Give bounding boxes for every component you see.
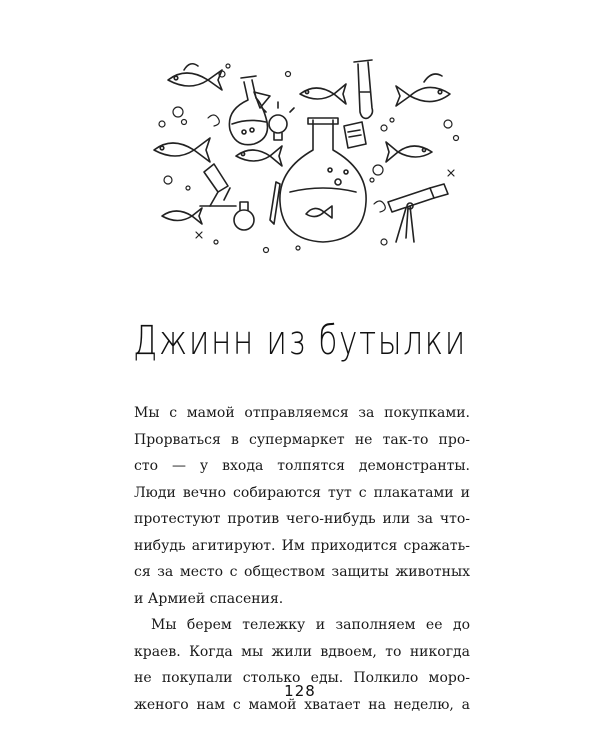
fish-icon <box>300 84 346 104</box>
chapter-illustration <box>148 52 464 262</box>
pencil-icon <box>270 182 280 224</box>
bottle-icon <box>234 202 254 230</box>
text-line: Мы берем тележку и заполняем ее до <box>151 617 470 633</box>
fish-icon <box>154 138 210 162</box>
fish-icon <box>162 208 202 224</box>
telescope-icon <box>388 184 448 242</box>
microscope-icon <box>200 164 236 206</box>
fish-icon <box>386 142 432 162</box>
chapter-title: Джинн из бутылки <box>133 318 467 364</box>
test-tube-icon <box>354 60 373 118</box>
text-line: протестуют против чего-нибудь или за что- <box>134 511 470 527</box>
text-line: женого нам с мамой хватает на неделю, а <box>134 696 470 713</box>
fish-icon <box>168 64 222 90</box>
text-line: ся за место с обществом защиты животных <box>134 564 470 580</box>
fish-icon <box>236 146 282 166</box>
text-line: сто — у входа толпятся демонстранты. <box>134 458 470 474</box>
text-line: и Армией спасения. <box>134 590 284 607</box>
text-line: Мы с мамой отправляемся за покупками. <box>134 405 470 421</box>
page-number: 128 <box>284 682 316 700</box>
text-line: не покупали столько еды. Полкило моро- <box>134 670 470 686</box>
text-line: нибудь агитируют. Им приходится сражать- <box>134 537 470 554</box>
body-text <box>134 400 470 718</box>
triangle-icon <box>254 92 270 108</box>
round-flask-icon <box>229 76 267 145</box>
note-icon <box>344 122 366 148</box>
text-line: Прорваться в супермаркет не так-то про- <box>134 431 470 448</box>
text-line: краев. Когда мы жили вдвоем, то никогда <box>134 643 470 660</box>
text-line: Люди вечно собираются тут с плакатами и <box>134 484 470 501</box>
fish-icon <box>396 74 450 106</box>
